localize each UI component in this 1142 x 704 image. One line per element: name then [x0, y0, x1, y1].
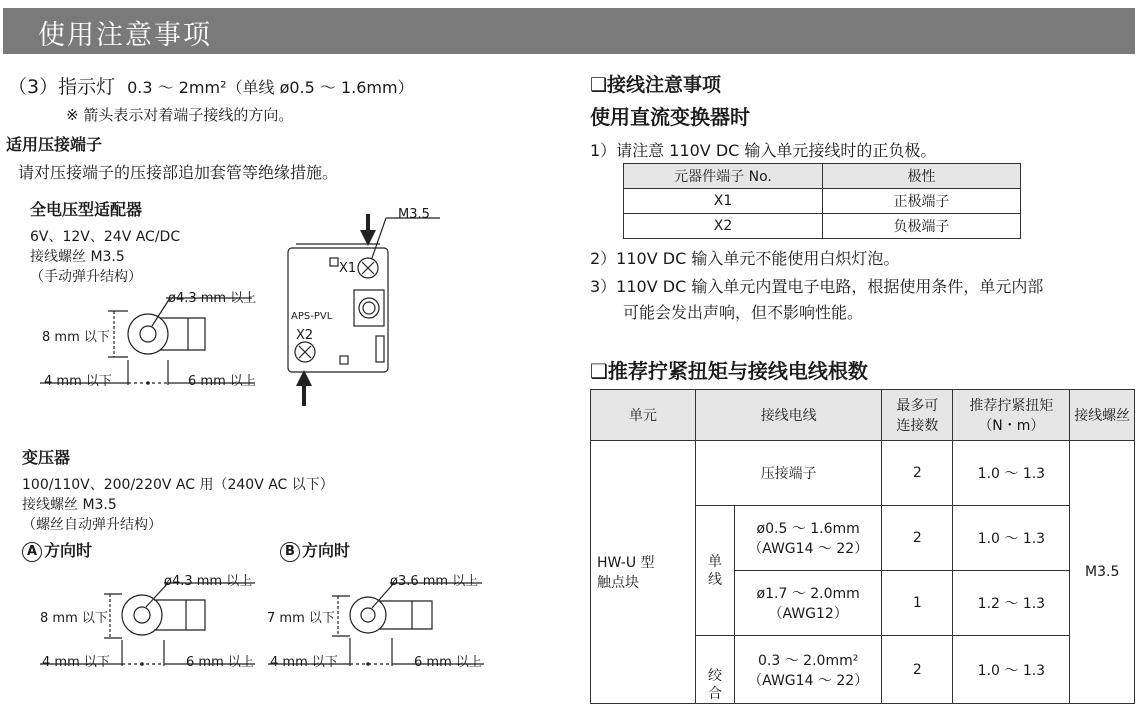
direction-a-heading	[22, 538, 92, 562]
torque-heading: ❑推荐拧紧扭矩与接线电线根数	[590, 359, 868, 383]
adapter-line3: （手动弹升结构）	[30, 269, 142, 285]
direction-a-label: 方向时	[44, 541, 93, 560]
torque-header-max-line1: 最多可	[896, 398, 939, 414]
table-row	[624, 214, 1021, 239]
torque-r4-max: 2	[882, 636, 953, 704]
dc-heading: 使用直流变换器时	[590, 105, 750, 129]
torque-group-single	[696, 506, 735, 636]
torque-r4-wire	[735, 636, 882, 704]
torque-table	[590, 389, 1135, 704]
table-row	[591, 441, 1135, 506]
crimp-text: 请对压接端子的压接部追加套管等绝缘措施。	[18, 163, 339, 182]
torque-r4-wire-line1: 0.3 ～ 2.0mm²	[758, 652, 859, 669]
torque-header-torque	[953, 390, 1070, 441]
polarity-table	[623, 163, 1021, 239]
torque-screw-cell: M3.5	[1070, 441, 1135, 704]
adapter-line2: 接线螺丝 M3.5	[30, 249, 125, 265]
torque-header-torque-line1: 推荐拧紧扭矩	[969, 398, 1054, 414]
adapter-dim-hole: ø4.3 mm 以上	[168, 291, 257, 306]
torque-r1-max: 2	[882, 441, 953, 506]
device-x1-label: X1	[339, 261, 357, 276]
direction-b-heading	[280, 538, 350, 562]
arrow-note: ※ 箭头表示对着端子接线的方向。	[66, 106, 294, 124]
transformer-title: 变压器	[22, 448, 71, 467]
torque-r2-wire-line2: （AWG14 ～ 22）	[748, 541, 869, 557]
section-title: （3）指示灯	[8, 76, 116, 98]
transformer-line1: 100/110V、200/220V AC 用（240V AC 以下）	[22, 477, 334, 493]
transformer-a-left: 4 mm 以下	[42, 655, 110, 670]
device-screw-label: M3.5	[398, 207, 430, 222]
torque-header-max-line2: 连接数	[896, 418, 939, 434]
torque-r1-torque: 1.0 ～ 1.3	[953, 441, 1070, 506]
adapter-line1: 6V、12V、24V AC/DC	[30, 229, 181, 245]
polarity-cell: 正极端子	[823, 189, 1021, 214]
polarity-cell: X2	[624, 214, 823, 239]
transformer-b-right: 6 mm 以上	[414, 655, 482, 670]
direction-b-label: 方向时	[302, 541, 351, 560]
item2-text: 2）110V DC 输入单元不能使用白炽灯泡。	[590, 249, 900, 268]
transformer-b-left: 4 mm 以下	[270, 655, 338, 670]
device-x2-label: X2	[296, 328, 314, 343]
torque-table-header-row	[591, 390, 1135, 441]
torque-unit-line2: 触点块	[597, 575, 639, 591]
transformer-a-right: 6 mm 以上	[186, 655, 254, 670]
torque-group-stranded-label: 绞合	[708, 668, 722, 702]
polarity-cell: X1	[624, 189, 823, 214]
torque-r3-wire-line2: （AWG12）	[768, 606, 848, 622]
transformer-b-hole: ø3.6 mm 以上	[390, 574, 479, 589]
torque-header-wire: 接线电线	[696, 390, 882, 441]
section-spec: 0.3 ～ 2mm²（单线 ø0.5 ～ 1.6mm）	[127, 78, 414, 97]
torque-group-stranded	[696, 636, 735, 704]
polarity-header-polarity: 极性	[823, 164, 1021, 189]
torque-r3-wire	[735, 571, 882, 636]
torque-r4-torque: 1.0 ～ 1.3	[953, 636, 1070, 704]
adapter-dim-right: 6 mm 以上	[188, 374, 256, 389]
item3-line1: 3）110V DC 输入单元内置电子电路，根据使用条件，单元内部	[590, 277, 1044, 296]
transformer-a-height: 8 mm 以下	[40, 611, 108, 626]
transformer-a-hole: ø4.3 mm 以上	[164, 574, 253, 589]
torque-group-single-label: 单线	[708, 553, 722, 588]
page-title: 使用注意事项	[38, 20, 212, 51]
torque-header-screw: 接线螺丝	[1070, 390, 1135, 441]
section-indicator-title	[8, 72, 414, 99]
table-row	[624, 189, 1021, 214]
adapter-dim-height: 8 mm 以下	[42, 330, 110, 345]
transformer-line3: （螺丝自动弹升结构）	[22, 517, 162, 533]
adapter-title: 全电压型适配器	[30, 200, 143, 219]
header-bar	[0, 0, 1142, 58]
torque-r3-wire-line1: ø1.7 ～ 2.0mm	[756, 586, 860, 602]
polarity-cell: 负极端子	[823, 214, 1021, 239]
transformer-b-diagram	[0, 0, 1, 1]
polarity-header-terminal: 元器件端子 No.	[624, 164, 823, 189]
torque-r2-torque: 1.0 ～ 1.3	[953, 506, 1070, 571]
torque-header-max	[882, 390, 953, 441]
transformer-b-height: 7 mm 以下	[267, 611, 335, 626]
torque-r4-wire-line2: （AWG14 ～ 22）	[748, 672, 869, 689]
torque-r1-wire: 压接端子	[696, 441, 882, 506]
torque-unit-line1: HW-U 型	[597, 555, 655, 571]
wiring-heading: ❑接线注意事项	[590, 74, 722, 96]
polarity-table-header-row	[624, 164, 1021, 189]
adapter-dim-left: 4 mm 以下	[44, 374, 112, 389]
torque-r3-max: 1	[882, 571, 953, 636]
crimp-heading: 适用压接端子	[6, 135, 103, 154]
transformer-line2: 接线螺丝 M3.5	[22, 497, 117, 513]
device-model-label: APS-PVL	[291, 311, 333, 322]
torque-r2-wire-line1: ø0.5 ～ 1.6mm	[756, 521, 860, 537]
torque-r2-max: 2	[882, 506, 953, 571]
torque-header-torque-line2: （N・m）	[978, 418, 1045, 434]
item1-text: 1）请注意 110V DC 输入单元接线时的正负极。	[590, 141, 937, 160]
direction-a-circle-icon: A	[22, 542, 42, 562]
torque-r2-wire	[735, 506, 882, 571]
item3-line2: 可能会发出声响，但不影响性能。	[623, 303, 864, 322]
direction-b-circle-icon: B	[280, 542, 300, 562]
torque-r3-torque: 1.2 ～ 1.3	[953, 571, 1070, 636]
torque-header-unit: 单元	[591, 390, 696, 441]
torque-unit-cell	[591, 441, 696, 704]
